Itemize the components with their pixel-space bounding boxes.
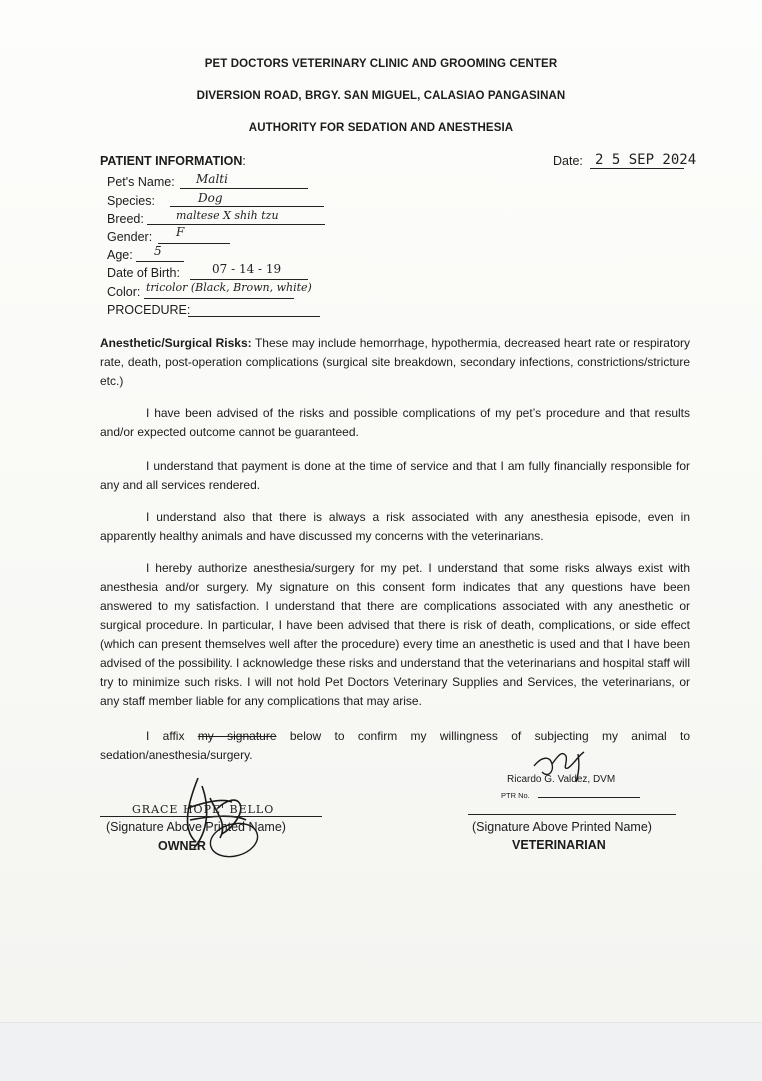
dob-line [190, 279, 308, 280]
breed-label: Breed: [107, 212, 144, 226]
patient-info-heading: PATIENT INFORMATION: [100, 154, 246, 168]
species-value: Dog [198, 191, 223, 205]
age-line [136, 261, 184, 262]
scan-bottom-margin [0, 1022, 762, 1081]
color-label: Color: [107, 285, 141, 299]
species-line [170, 206, 324, 207]
risks-text: These may include hemorrhage, hypothermia, decreased heart rate or respiratory rate, death, post-operation complications (surgical site breakdown, secondary infections, constrictions/stricture etc.) [100, 336, 690, 388]
gender-line [158, 243, 230, 244]
breed-value: maltese X shih tzu [176, 209, 279, 222]
procedure-label: PROCEDURE: [107, 303, 191, 317]
clinic-name: PET DOCTORS VETERINARY CLINIC AND GROOMING CENTER [204, 58, 558, 70]
color-value: tricolor (Black, Brown, white) [146, 281, 312, 294]
authorization-paragraph: I hereby authorize anesthesia/surgery for my pet. I understand that some risks always exist with anesthesia and/or surgery. My signature on this consent form indicates that any questions have been answered to my satisfaction. I understand that there are complications associated with any anesthetic or surgical procedure. In particular, I have been advised that there is risk of death, complications, or side effect (which can present themselves well after the procedure) every time an anesthetic is used and that I have been advised of the possibility. I acknowledge these risks and understand that the veterinarians and hospital staff will try to minimize such risks. I will not hold Pet Doctors Veterinary Supplies and Services, the veterinarians, or any staff member liable for any complications that may arise. [100, 561, 690, 708]
date-line [590, 168, 684, 169]
vet-role: VETERINARIAN [512, 838, 606, 852]
owner-caption: (Signature Above Printed Name) [106, 820, 286, 834]
ptr-line [538, 797, 640, 798]
affix-paragraph: I affix my signature below to confirm my willingness of subjecting my animal to sedation/anesthesia/surgery. [100, 729, 690, 762]
owner-signature-line [100, 816, 322, 817]
species-label: Species: [107, 194, 155, 208]
age-label: Age: [107, 248, 133, 262]
vet-caption: (Signature Above Printed Name) [472, 820, 652, 834]
owner-role: OWNER [158, 839, 206, 853]
pets-name-line [180, 188, 308, 189]
vet-printed-name: Ricardo G. Valdez, DVM [507, 774, 616, 785]
payment-paragraph: I understand that payment is done at the time of service and that I am fully financially responsible for any and all services rendered. [100, 459, 690, 492]
dob-label: Date of Birth: [107, 266, 180, 280]
clinic-address: DIVERSION ROAD, BRGY. SAN MIGUEL, CALASIAO PANGASINAN [196, 90, 566, 102]
advised-paragraph: I have been advised of the risks and possible complications of my pet’s procedure and that results and/or expected outcome cannot be guaranteed. [100, 406, 690, 439]
form-title: AUTHORITY FOR SEDATION AND ANESTHESIA [248, 122, 514, 134]
date-value: 2 5 SEP 2024 [595, 152, 697, 168]
procedure-line [188, 316, 320, 317]
pets-name-value: Malti [196, 172, 228, 186]
risks-paragraph [100, 334, 690, 391]
color-line [144, 298, 294, 299]
breed-line [147, 224, 325, 225]
age-value: 5 [154, 244, 162, 258]
struck-text: my signature [197, 729, 277, 743]
risks-heading: Anesthetic/Surgical Risks: [100, 336, 252, 350]
risk-awareness-paragraph: I understand also that there is always a risk associated with any anesthesia episode, even in apparently healthy animals and have discussed my concerns with the veterinarians. [100, 510, 690, 543]
date-label: Date: [553, 154, 583, 168]
pets-name-label: Pet's Name: [107, 175, 175, 189]
owner-printed-name: GRACE HOPE' BELLO [132, 803, 275, 816]
ptr-label: PTR No. [501, 791, 530, 800]
gender-value: F [176, 225, 185, 239]
vet-signature-line [468, 814, 676, 815]
gender-label: Gender: [107, 230, 153, 244]
dob-value: 07 - 14 - 19 [212, 262, 282, 276]
